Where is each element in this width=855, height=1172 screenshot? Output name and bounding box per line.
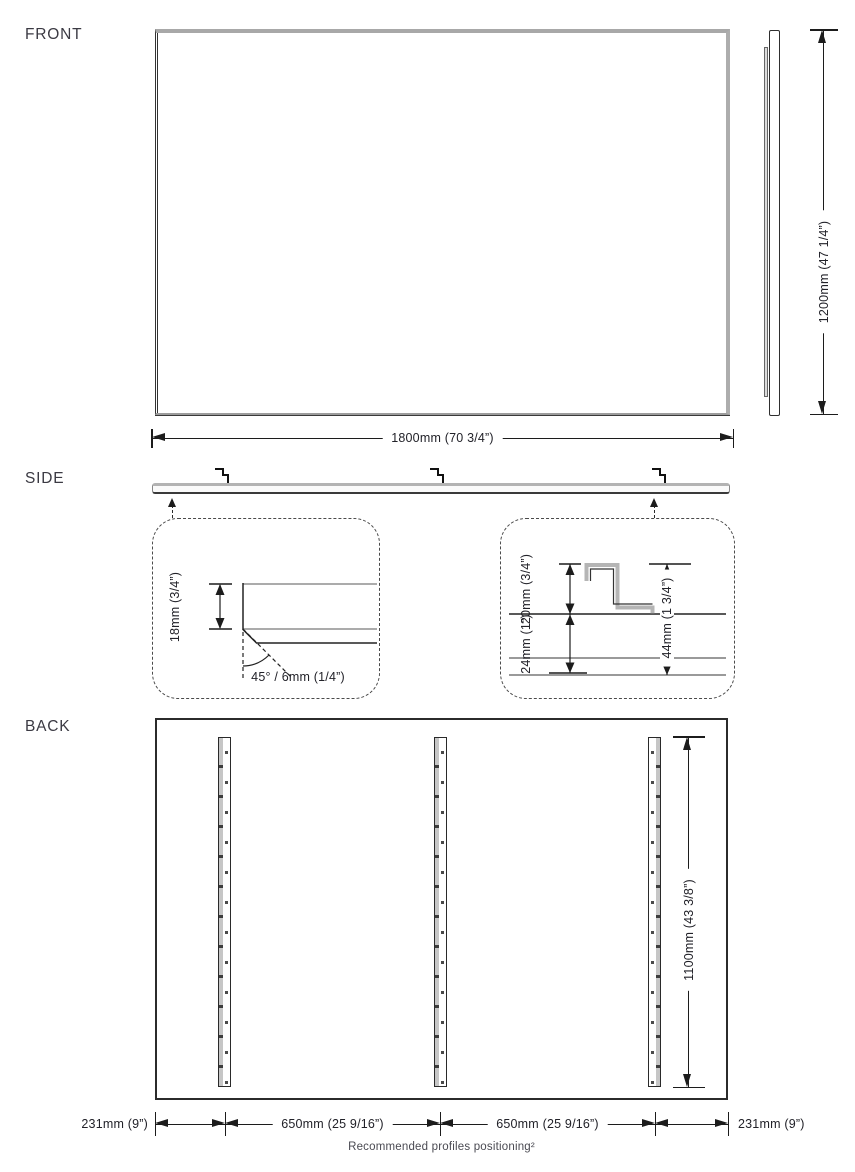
panel-gap-dimension-label: 24mm (1”) (519, 614, 533, 674)
total-depth-dimension-label: 44mm (1 3/4”) (660, 569, 674, 666)
arrow-down-icon (683, 1074, 691, 1087)
chamfer-note-label: 45° / 6mm (1/4”) (251, 670, 345, 684)
mount-clip-icon (428, 467, 446, 484)
front-panel-drawing (155, 29, 730, 415)
detail-leader-line (172, 500, 173, 518)
front-panel-edge-back-strip (764, 47, 768, 397)
clip-height-dimension-label: 20mm (3/4”) (519, 553, 533, 625)
side-panel-drawing (152, 483, 730, 494)
mounting-profile-strip (648, 737, 661, 1087)
arrow-up-icon (818, 30, 826, 43)
arrow-left-icon (152, 433, 165, 441)
margin-right-dimension-label: 231mm (9”) (738, 1117, 805, 1131)
margin-right-dimension (655, 1124, 728, 1125)
clip-detail-bubble (500, 518, 735, 699)
clip-section-drawing (501, 519, 733, 697)
front-height-dimension-label: 1200mm (47 1/4”) (817, 211, 831, 334)
mount-clip-icon (650, 467, 668, 484)
profile-length-dimension-label: 1100mm (43 3/8”) (682, 869, 696, 991)
profile-spacing-dimension (440, 1117, 655, 1131)
front-width-dimension (152, 431, 733, 445)
side-view-label: SIDE (25, 470, 65, 487)
arrow-left-icon (155, 1119, 168, 1127)
thickness-dimension-label: 18mm (3/4”) (168, 571, 182, 643)
profile-spacing-dimension-label: 650mm (25 9/16”) (272, 1117, 393, 1131)
arrow-right-icon (720, 433, 733, 441)
arrow-right-icon (427, 1119, 440, 1127)
front-width-dimension-label: 1800mm (70 3/4”) (382, 431, 503, 445)
margin-left-dimension-label: 231mm (9”) (81, 1117, 148, 1131)
front-view-label: FRONT (25, 26, 83, 43)
arrow-left-icon (225, 1119, 238, 1127)
arrow-right-icon (642, 1119, 655, 1127)
arrow-left-icon (655, 1119, 668, 1127)
front-panel-edge-strip (769, 30, 780, 416)
back-view-label: BACK (25, 718, 71, 735)
profile-spacing-dimension (225, 1117, 440, 1131)
arrow-right-icon (715, 1119, 728, 1127)
edge-detail-bubble (152, 518, 380, 699)
profile-length-dimension (682, 737, 696, 1087)
arrow-left-icon (440, 1119, 453, 1127)
detail-leader-line (654, 500, 655, 518)
front-height-dimension (817, 30, 831, 414)
arrow-right-icon (212, 1119, 225, 1127)
mounting-profile-strip (218, 737, 231, 1087)
footnote: Recommended profiles positioning² (348, 1141, 535, 1153)
mounting-profile-strip (434, 737, 447, 1087)
arrow-down-icon (818, 401, 826, 414)
mount-clip-icon (213, 467, 231, 484)
arrow-up-icon (683, 737, 691, 750)
margin-left-dimension (155, 1124, 225, 1125)
profile-spacing-dimension-label: 650mm (25 9/16”) (487, 1117, 608, 1131)
